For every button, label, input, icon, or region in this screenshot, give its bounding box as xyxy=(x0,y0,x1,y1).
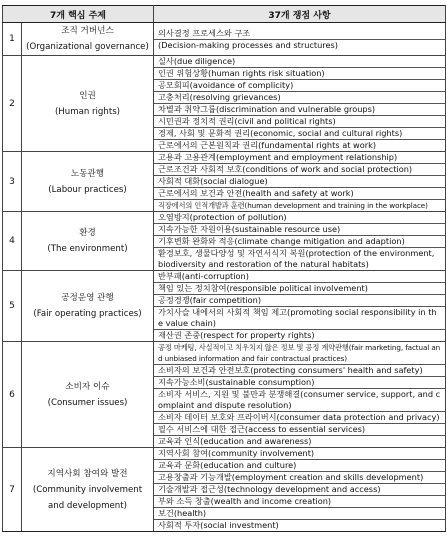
issue-item: 근로조건과 사회적 보호(conditions of work and social protection) xyxy=(154,164,445,176)
core-theme-line: 인권 xyxy=(79,90,96,101)
row-number: 2 xyxy=(3,56,22,152)
issue-list xyxy=(154,56,446,152)
header-core-themes: 7개 핵심 주제 xyxy=(3,6,154,23)
core-theme-line: (Organizational governance) xyxy=(26,42,149,52)
core-theme-line: (Human rights) xyxy=(54,106,121,117)
iso26000-table xyxy=(2,5,446,532)
issue-item: 교육과 인식(education and awareness) xyxy=(158,436,312,446)
row-number: 3 xyxy=(3,152,22,212)
issue-item: 가치사슬 내에서의 사회적 책임 제고(promoting social responsibility in the value chain) xyxy=(154,307,445,330)
issue-item: 기후변화 완화와 적응(climate change mitigation and adaption) xyxy=(154,236,445,248)
core-theme-line: 공정운영 관행 xyxy=(61,293,114,303)
issue-item: 경제, 사회 및 문화적 권리(economic, social and cultural rights) xyxy=(154,128,445,140)
core-theme-line: (Consumer issues) xyxy=(47,397,128,408)
issue-item: 소비자 서비스, 지원 및 불만과 분쟁해결(consumer service, support, and complaint and dispute resolution) xyxy=(154,389,445,412)
issue-item: 공정경쟁(fair competition) xyxy=(154,295,445,307)
issue-item: (Decision-making processes and structures) xyxy=(158,39,338,50)
core-theme xyxy=(22,342,154,448)
table-row xyxy=(3,271,446,342)
issue-item: 공정 마케팅, 사실적이고 치우치지 않은 정보 및 공정 계약관행(fair marketing, factual and unbiased information and fair contractual practices) xyxy=(154,342,445,365)
issue-item: 지역사회 참여(community involvement) xyxy=(154,448,445,460)
core-theme-line: 지역사회 참여와 발전 xyxy=(47,468,128,479)
issue-item: 차별과 취약그룹(discrimination and vulnerable groups) xyxy=(154,104,445,116)
header-row xyxy=(3,6,446,23)
issue-item: 고용과 고용관계(employment and employment relationship) xyxy=(154,152,445,164)
core-theme-line: (Community involvement xyxy=(32,484,143,495)
core-theme-line: and development) xyxy=(48,500,127,511)
issue-item: 반부패(anti-corruption) xyxy=(154,271,445,283)
core-theme-line: 소비자 이슈 xyxy=(65,381,110,392)
issue-item: 근로에서의 근본원칙과 권리(fundamental rights at work) xyxy=(158,140,377,150)
issue-item: 공모회피(avoidance of complicity) xyxy=(154,80,445,92)
issue-item: 실사(due diligence) xyxy=(154,56,445,68)
table-row xyxy=(3,212,446,271)
table-row xyxy=(3,56,446,152)
issue-item: 필수 서비스에 대한 접근(access to essential services) xyxy=(154,424,445,436)
issue-item: 보건(health) xyxy=(154,508,445,520)
row-number: 6 xyxy=(3,342,22,448)
table-row xyxy=(3,448,446,532)
row-number: 7 xyxy=(3,448,22,532)
core-theme-line: 환경 xyxy=(79,228,96,238)
issue-item: 근로에서의 보건과 안전(health and safety at work) xyxy=(154,188,445,200)
issue-item: 사회적 대화(social dialogue) xyxy=(154,176,445,188)
core-theme-line: (The environment) xyxy=(47,244,128,254)
core-theme-line: (Fair operating practices) xyxy=(33,309,142,319)
table-row xyxy=(3,152,446,212)
issue-item: 소비자의 보건과 안전보호(protecting consumers' health and safety) xyxy=(154,365,445,377)
core-theme xyxy=(22,56,154,152)
issue-item: 기술개발과 접근성(technology development and access) xyxy=(154,484,445,496)
issue-list xyxy=(154,212,446,271)
issue-item: 지속가능소비(sustainable consumption) xyxy=(154,377,445,389)
table-row xyxy=(3,23,446,56)
core-theme xyxy=(22,23,154,56)
header-issues: 37개 쟁점 사항 xyxy=(154,6,446,23)
issue-item: 오염방지(protection of pollution) xyxy=(154,212,445,224)
row-number: 4 xyxy=(3,212,22,271)
issue-item: 고용창출과 기능개발(employment creation and skills development) xyxy=(154,472,445,484)
issue-item: 의사결정 프로세스와 구조 xyxy=(154,28,445,40)
issue-list xyxy=(154,152,446,212)
issue-item: 부와 소득 창출(wealth and income creation) xyxy=(154,496,445,508)
core-theme xyxy=(22,152,154,212)
core-theme-line: 노동관행 xyxy=(70,168,105,179)
issue-item: 지속가능한 자원이용(sustainable resource use) xyxy=(154,224,445,236)
core-theme-line: (Labour practices) xyxy=(48,184,127,195)
issue-item: 소비자 데이터 보호와 프라이버시(consumer data protection and privacy) xyxy=(154,412,445,424)
issue-list xyxy=(154,271,446,342)
issue-list xyxy=(154,23,446,56)
row-number: 5 xyxy=(3,271,22,342)
issue-list xyxy=(154,342,446,448)
issue-list xyxy=(154,448,446,532)
core-theme xyxy=(22,271,154,342)
issue-item: 환경보호, 생물다양성 및 자연서식지 복원(protection of the environment, biodiversity and restoration of the natural habitats) xyxy=(158,248,435,269)
issue-item: 고충처리(resolving grievances) xyxy=(154,92,445,104)
row-number: 1 xyxy=(3,23,22,56)
issue-item: 인권 위험상황(human rights risk situation) xyxy=(154,68,445,80)
issue-item: 직장에서의 인적개발과 훈련(human development and training in the workplace) xyxy=(158,201,428,210)
table-row xyxy=(3,342,446,448)
core-theme xyxy=(22,212,154,271)
issue-item: 교육과 문화(education and culture) xyxy=(154,460,445,472)
issue-item: 재산권 존중(respect for property rights) xyxy=(158,330,315,340)
issue-item: 사회적 투자(social investment) xyxy=(158,520,279,530)
issue-item: 책임 있는 정치참여(responsible political involvement) xyxy=(154,283,445,295)
core-theme xyxy=(22,448,154,532)
issue-item: 시민권과 정치적 권리(civil and political rights) xyxy=(154,116,445,128)
core-theme-line: 조직 거버넌스 xyxy=(61,26,114,36)
